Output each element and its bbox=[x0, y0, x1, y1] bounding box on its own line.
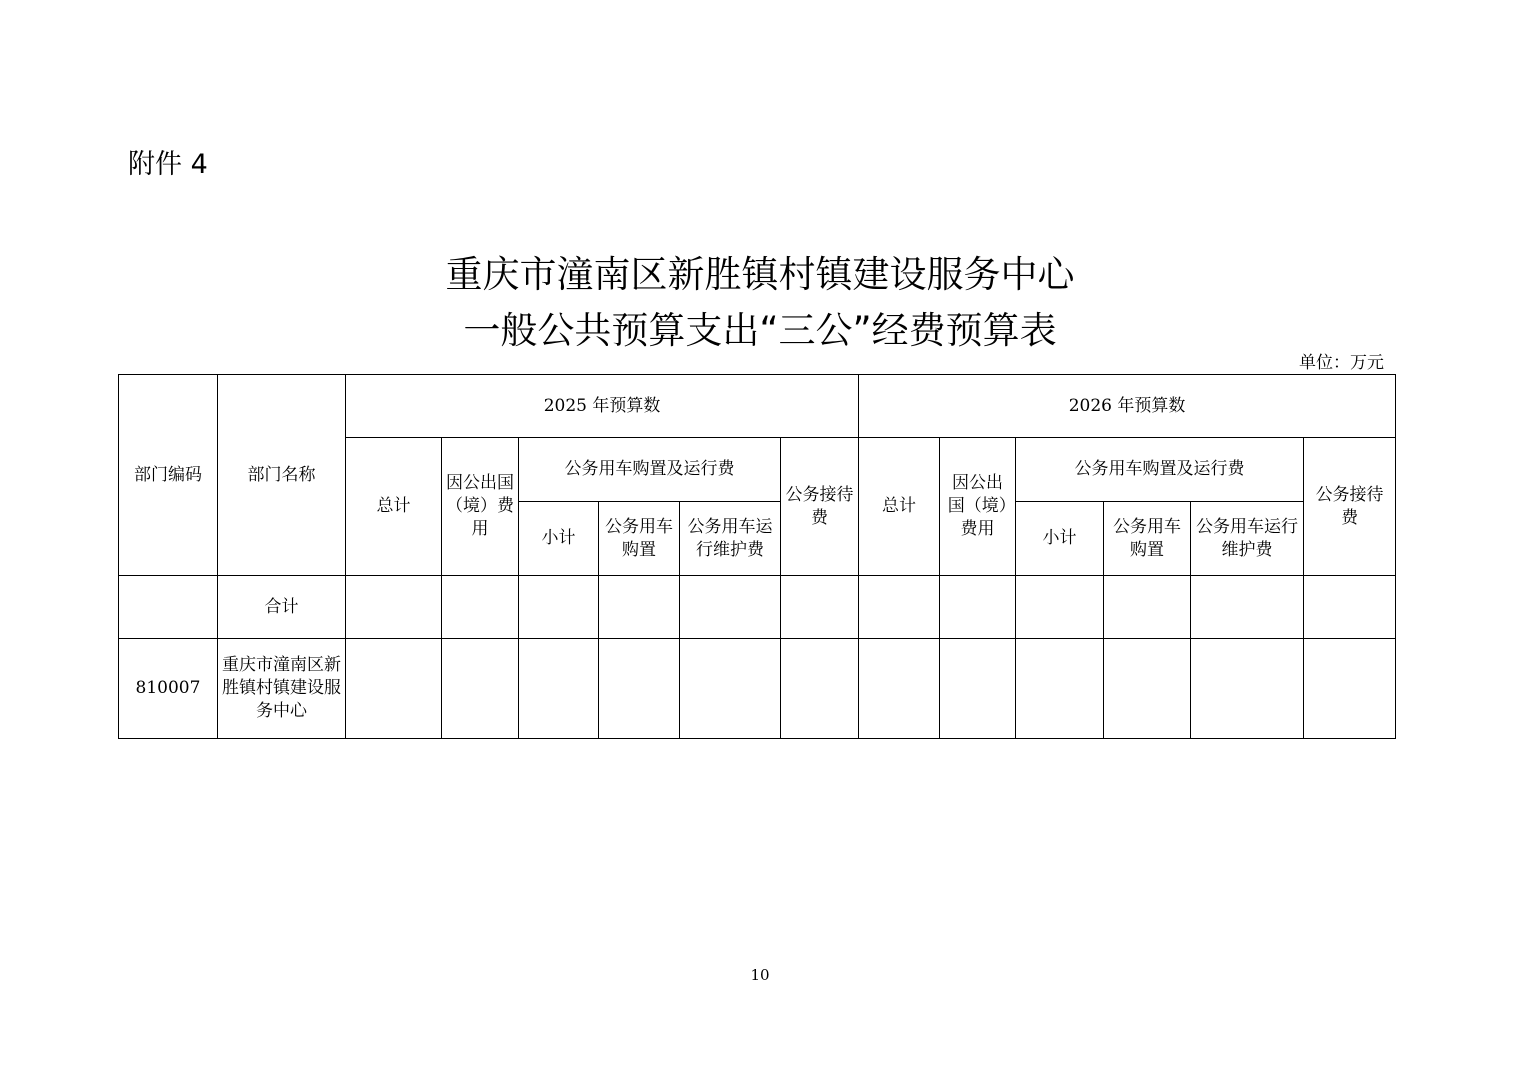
header-2025-vehicle-operation: 公务用车运行维护费 bbox=[680, 502, 781, 576]
table-cell bbox=[680, 576, 781, 639]
header-2025-vehicle-purchase: 公务用车购置 bbox=[599, 502, 680, 576]
header-2026-subtotal: 小计 bbox=[1016, 502, 1104, 576]
table-cell bbox=[442, 639, 519, 739]
table-cell bbox=[940, 639, 1016, 739]
row-dept-code: 810007 bbox=[119, 639, 218, 739]
table-cell bbox=[1104, 639, 1191, 739]
header-dept-code: 部门编码 bbox=[119, 375, 218, 576]
table-cell bbox=[519, 639, 599, 739]
row-total-code bbox=[119, 576, 218, 639]
header-2026-total: 总计 bbox=[859, 438, 940, 576]
header-2025-reception: 公务接待费 bbox=[781, 438, 859, 576]
header-dept-name: 部门名称 bbox=[218, 375, 346, 576]
header-2026-overseas: 因公出国（境）费用 bbox=[940, 438, 1016, 576]
attachment-label: 附件 4 bbox=[128, 149, 208, 180]
table-cell bbox=[519, 576, 599, 639]
table-cell bbox=[1304, 576, 1396, 639]
row-dept-name: 重庆市潼南区新胜镇村镇建设服务中心 bbox=[218, 639, 346, 739]
header-2025-subtotal: 小计 bbox=[519, 502, 599, 576]
table-cell bbox=[442, 576, 519, 639]
header-2026-vehicle-purchase: 公务用车购置 bbox=[1104, 502, 1191, 576]
table-cell bbox=[680, 639, 781, 739]
table-cell bbox=[859, 639, 940, 739]
budget-table bbox=[118, 374, 1396, 739]
table-cell bbox=[781, 576, 859, 639]
header-2026-vehicle-group: 公务用车购置及运行费 bbox=[1016, 438, 1304, 502]
table-row-dept bbox=[119, 639, 1396, 739]
table-cell bbox=[346, 639, 442, 739]
unit-label: 单位：万元 bbox=[1299, 353, 1384, 373]
table-cell bbox=[859, 576, 940, 639]
header-2026-budget: 2026 年预算数 bbox=[859, 375, 1396, 438]
page-title-line2: 一般公共预算支出“三公”经费预算表 bbox=[463, 309, 1057, 352]
header-2026-vehicle-operation: 公务用车运行维护费 bbox=[1191, 502, 1304, 576]
header-2026-reception: 公务接待费 bbox=[1304, 438, 1396, 576]
page-title-line1: 重庆市潼南区新胜镇村镇建设服务中心 bbox=[445, 253, 1075, 296]
table-row-total bbox=[119, 576, 1396, 639]
row-total-name: 合计 bbox=[218, 576, 346, 639]
header-2025-overseas: 因公出国（境）费用 bbox=[442, 438, 519, 576]
header-2025-total: 总计 bbox=[346, 438, 442, 576]
header-2025-budget: 2025 年预算数 bbox=[346, 375, 859, 438]
table-cell bbox=[940, 576, 1016, 639]
table-cell bbox=[781, 639, 859, 739]
table-cell bbox=[1191, 576, 1304, 639]
table-cell bbox=[1304, 639, 1396, 739]
header-2025-vehicle-group: 公务用车购置及运行费 bbox=[519, 438, 781, 502]
table-cell bbox=[599, 639, 680, 739]
table-cell bbox=[599, 576, 680, 639]
table-cell bbox=[1016, 639, 1104, 739]
table-cell bbox=[1191, 639, 1304, 739]
table-cell bbox=[346, 576, 442, 639]
table-cell bbox=[1016, 576, 1104, 639]
table-cell bbox=[1104, 576, 1191, 639]
page-number: 10 bbox=[750, 966, 770, 984]
